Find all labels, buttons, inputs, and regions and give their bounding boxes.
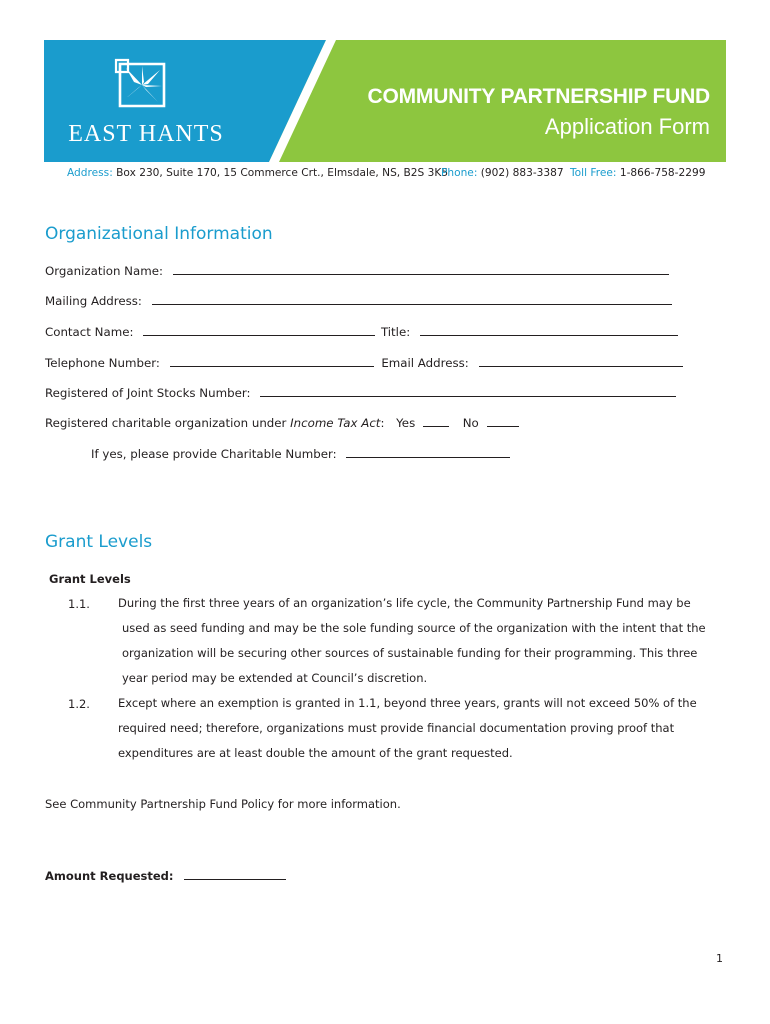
charitable-colon: :	[380, 416, 385, 430]
telephone-row	[45, 355, 683, 370]
item-1-1-line: used as seed funding and may be the sole funding source of the organization with the intent that the	[122, 621, 706, 635]
email-label: Email Address:	[381, 356, 469, 370]
item-1-1-text	[118, 591, 708, 691]
yes-field[interactable]	[423, 415, 449, 427]
org-name-label: Organization Name:	[45, 264, 163, 278]
contact-name-row	[45, 324, 678, 339]
charitable-number-row	[91, 446, 510, 461]
item-1-2-line: expenditures are at least double the amount of the grant requested.	[118, 746, 513, 760]
mailing-row	[45, 293, 672, 308]
title-line-2: Application Form	[544, 114, 710, 139]
mailing-address-field[interactable]	[152, 293, 672, 305]
charitable-number-label: If yes, please provide Charitable Number:	[91, 447, 337, 461]
income-tax-act: Income Tax Act	[290, 416, 381, 430]
item-1-1-line: During the first three years of an organization’s life cycle, the Community Partnership Fund may be	[118, 596, 691, 610]
item-1-1-line: organization will be securing other sources of sustainable funding for their programming. This three	[122, 646, 698, 660]
charitable-label: Registered charitable organization under	[45, 416, 287, 430]
org-section-heading: Organizational Information	[45, 224, 273, 244]
tollfree-label: Toll Free:	[570, 167, 617, 179]
tollfree-value: 1-866-758-2299	[619, 167, 706, 179]
item-1-2-line: Except where an exemption is granted in 1.1, beyond three years, grants will not exceed 50% of the	[118, 696, 697, 710]
telephone-label: Telephone Number:	[45, 356, 160, 370]
phone-value: (902) 883-3387	[480, 167, 564, 179]
contact-name-field[interactable]	[143, 324, 375, 336]
org-name-field[interactable]	[173, 263, 669, 275]
phone-label: Phone:	[441, 167, 478, 179]
amount-field[interactable]	[184, 868, 286, 880]
logo-text: EAST HANTS	[68, 121, 224, 147]
grant-subheading: Grant Levels	[49, 572, 131, 586]
telephone-field[interactable]	[170, 355, 374, 367]
address-value: Box 230, Suite 170, 15 Commerce Crt., Elmsdale, NS, B2S 3K5	[116, 167, 449, 179]
title-field[interactable]	[420, 324, 678, 336]
joint-stocks-field[interactable]	[260, 385, 676, 397]
amount-label: Amount Requested:	[45, 869, 174, 883]
contact-phone	[441, 167, 564, 179]
contact-tollfree	[570, 167, 705, 179]
charitable-number-field[interactable]	[346, 446, 510, 458]
mailing-label: Mailing Address:	[45, 294, 142, 308]
item-1-2-number: 1.2.	[68, 697, 90, 711]
org-name-row	[45, 263, 669, 278]
joint-stocks-row	[45, 385, 676, 400]
page-number: 1	[716, 952, 723, 965]
policy-note: See Community Partnership Fund Policy for more information.	[45, 797, 401, 811]
item-1-2-text	[118, 691, 708, 766]
grant-section-heading: Grant Levels	[45, 532, 153, 552]
no-label: No	[462, 416, 479, 430]
no-field[interactable]	[487, 415, 519, 427]
header-banner	[44, 40, 726, 162]
amount-row	[45, 868, 286, 883]
address-label: Address:	[67, 167, 113, 179]
contact-address	[67, 167, 448, 179]
item-1-2-line: required need; therefore, organizations must provide financial documentation proving proof that	[118, 721, 675, 735]
form-title	[368, 82, 710, 142]
charitable-row	[45, 415, 519, 430]
email-field[interactable]	[479, 355, 683, 367]
item-1-1-line: year period may be extended at Council’s discretion.	[122, 671, 428, 685]
joint-stocks-label: Registered of Joint Stocks Number:	[45, 386, 251, 400]
item-1-1-number: 1.1.	[68, 597, 90, 611]
title-label: Title:	[380, 325, 411, 339]
title-line-1: COMMUNITY PARTNERSHIP FUND	[367, 85, 710, 108]
contact-name-label: Contact Name:	[45, 325, 134, 339]
yes-label: Yes	[396, 416, 416, 430]
